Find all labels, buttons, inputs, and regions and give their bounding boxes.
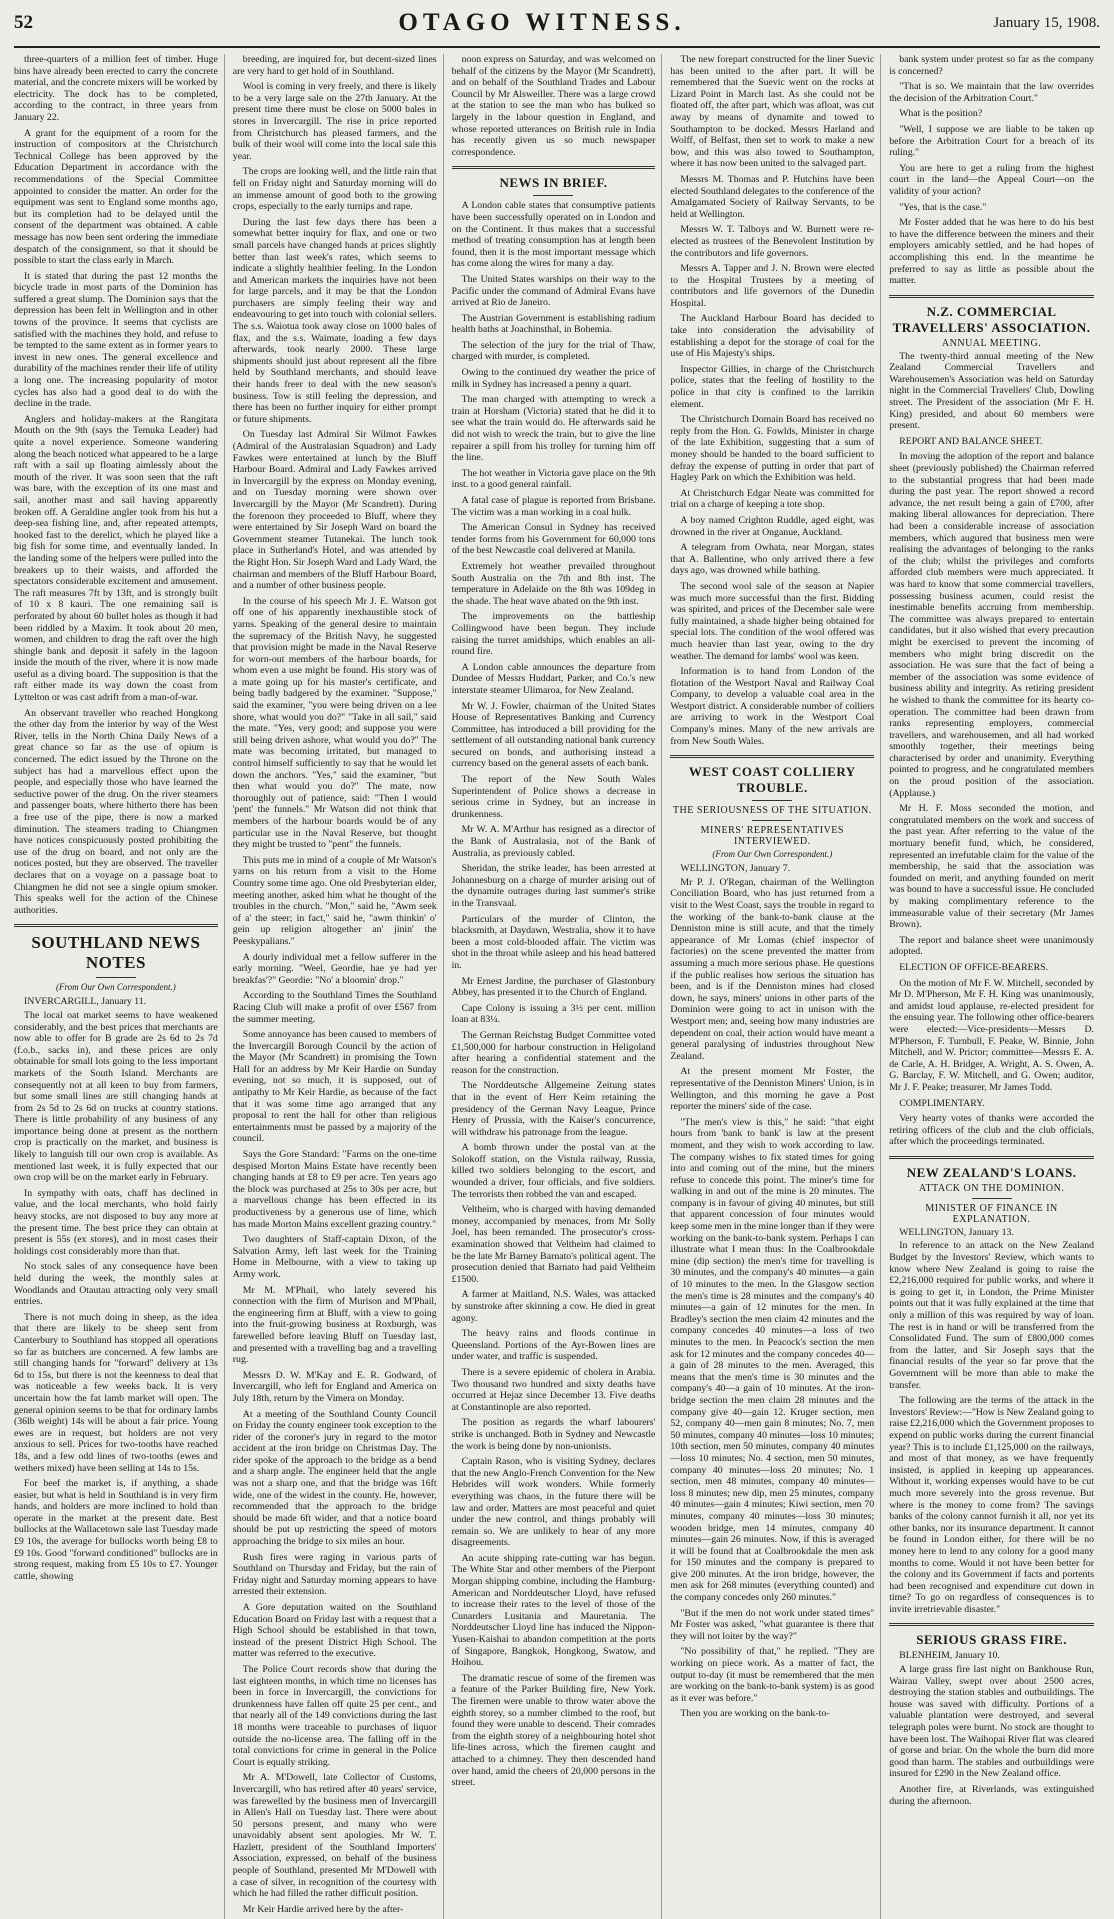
colliery-paragraphs xyxy=(670,877,874,1720)
article-paragraph: Cape Colony is issuing a 3½ per cent. million loan at 83¼. xyxy=(451,1002,656,1026)
article-paragraph: "No possibility of that," he replied. "They are working on piece work. As a matter of fact, the output to-day (it must be remembered that the men are working on the bank-to-bank system) is as good as it ever was before." xyxy=(670,1646,875,1704)
article-paragraph: A grant for the equipment of a room for the instruction of compositors at the Christchurch Technical College has been approved by the Education Department in accordance with the recommendations of the Special Committee appointed to consider the matter. An order for the equipment was sent to England some months ago, but its completion had to be delayed until the consent of the department was obtained. A cable message has now been sent ordering the immediate despatch of the consignment, so that it should be possible to start the class early in March. xyxy=(14,127,218,267)
colliery-subheading-2: MINERS' REPRESENTATIVES INTERVIEWED. xyxy=(700,825,844,848)
article-paragraph: The report and balance sheet were unanimously adopted. xyxy=(889,934,1094,958)
article-paragraph: Rush fires were raging in various parts of Southland on Thursday and Friday, but the rain of Friday night and Saturday morning appears to have arrested their extension. xyxy=(232,1551,437,1598)
article-paragraph: Mr A. M'Dowell, late Collector of Customs, Invercargill, who has retired after 40 years' service, was farewelled by the business men of Invercargill in Allen's Hall on Tuesday last. There were about 50 persons present, and many who were unavoidably absent sent apologies. Mr W. T. Hazlett, president of the Southland Importers' Association, expressed, on behalf of the business people of Southland, presented Mr M'Dowell with a case of silver, in recognition of the courtesy with which he had filled the rather difficult position. xyxy=(232,1772,437,1900)
article-paragraph: Extremely hot weather prevailed throughout South Australia on the 7th and 8th inst. The temperature in Adelaide on the 8th was 109deg in the shade. The heat wave abated on the 9th inst. xyxy=(451,560,656,607)
article-paragraph: "That is so. We maintain that the law overrides the decision of the Arbitration Court." xyxy=(889,81,1094,104)
article-paragraph: There is a severe epidemic of cholera in Arabia. Two thousand two hundred and sixty deaths have occurred at Hejaz since December 13. Five deaths at Constantinople are also reported. xyxy=(451,1366,656,1413)
article-paragraph: bank system under protest so far as the company is concerned? xyxy=(889,54,1094,77)
travellers-association-paragraphs xyxy=(889,351,1094,1148)
article-paragraph: The improvements on the battleship Collingwood have been begun. They include raising the turret amidships, which enables an all-round fire. xyxy=(451,611,656,658)
article-paragraph: Mr Foster added that he was here to do his best to have the difference between the miners and their employers amicably settled, and he had hopes of accomplishing this end. In the meantime he preferred to say as little as possible about the matter. xyxy=(889,217,1094,287)
article-paragraph: The Auckland Harbour Board has decided to take into consideration the advisability of establishing a depot for the storage of coal for the use of His Majesty's ships. xyxy=(670,313,875,360)
article-paragraph: A London cable announces the departure from Dundee of Messrs Huddart, Parker, and Co.'s new interstate steamer Ulimaroa, for New Zealand. xyxy=(451,661,656,696)
article-paragraph: Captain Rason, who is visiting Sydney, declares that the new Anglo-French Convention for the New Hebrides will work wonders. While formerly everything was chaos, in the future there will be law and order. Matters are most peaceful and quiet under the new control, and things probably will remain so. We are unlikely to hear of any more disagreements. xyxy=(451,1456,656,1549)
correspondent-byline: (From Our Own Correspondent.) xyxy=(712,849,833,860)
travellers-association-heading: N.Z. COMMERCIAL TRAVELLERS' ASSOCIATION. xyxy=(892,303,1091,335)
article-paragraph: Mr W. A. M'Arthur has resigned as a director of the Bank of Australasia, not of the Bank of Australia, as previously cabled. xyxy=(451,824,656,859)
article-paragraph: noon express on Saturday, and was welcomed on behalf of the citizens by the Mayor (Mr Scandrett), and on behalf of the Southland Trades and Labour Council by Mr Alsweiller. There was a large crowd at the station to see the man who has bulked so largely in the labour question in England, and whose reported utterances on British rule in India has recently given us so much newspaper correspondence. xyxy=(451,54,656,158)
article-paragraph: ELECTION OF OFFICE-BEARERS. xyxy=(899,961,1049,973)
article-paragraph: The hot weather in Victoria gave place on the 9th inst. to a good general rainfall. xyxy=(451,467,656,491)
article-paragraph: Inspector Gillies, in charge of the Christchurch police, states that the feeling of hostility to the police in that city is confined to the larrikin element. xyxy=(670,363,875,410)
article-paragraph: For beef the market is, if anything, a shade easier, but what is held in Southland is in very firm hands, and holders are more inclined to hold than operate in the market at the present date. Best bullocks at the Wallacetown sale last Tuesday made £9 10s, the average for bullocks worth being £8 to £9 10s. Good "forward conditioned" bullocks are in strong request, making from £5 10s to £7. Younger cattle, showing xyxy=(14,1478,218,1582)
article-paragraph: In sympathy with oats, chaff has declined in value, and the local merchants, who hold fairly heavy stocks, are not disposed to buy any more at the present time. The best price they can obtain at present is 55s (ex stores), and in most cases their holdings cost considerably more than that. xyxy=(14,1187,218,1257)
column-3 xyxy=(452,54,663,1919)
article-paragraph: The twenty-third annual meeting of the New Zealand Commercial Travellers and Warehousemen's Association was held on Saturday night in the Commercial Travellers' Club, Dowling street. The President of the association (Mr F. H. King) presided, and about 60 members were present. xyxy=(889,350,1094,432)
article-paragraph: Messrs W. T. Talboys and W. Burnett were re-elected as trustees of the Benevolent Institution by the contributors and life governors. xyxy=(670,224,875,259)
article-paragraph: COMPLIMENTARY. xyxy=(899,1097,985,1109)
section-rule xyxy=(670,755,874,758)
heading-rule xyxy=(533,195,573,196)
loans-subheading-2: MINISTER OF FINANCE IN EXPLANATION. xyxy=(925,1202,1058,1225)
article-paragraph: At the present moment Mr Foster, the representative of the Denniston Miners' Union, is in Wellington, and this morning he gave a Post reporter the miners' side of the case. xyxy=(670,1066,875,1113)
column-4-top-paragraphs xyxy=(670,54,874,747)
article-paragraph: A farmer at Maitland, N.S. Wales, was attacked by sunstroke after skinning a cow. He died in great agony. xyxy=(451,1289,656,1324)
section-rule xyxy=(452,166,656,169)
article-paragraph: Mr H. F. Moss seconded the motion, and congratulated members on the work and success of the past year. After referring to the value of the mortuary benefit fund, which, he considered, represented an irrefutable claim for the value of the membership, he said that the association was founded on merit, and anything founded on merit was bound to have a successful issue. He concluded by making complimentary reference to the immeasurable value of their secretary (Mr James Brown). xyxy=(889,803,1094,931)
column-2 xyxy=(233,54,444,1919)
section-rule xyxy=(889,1623,1094,1626)
article-paragraph: three-quarters of a million feet of timber. Huge bins have already been erected to carry the concrete material, and the concrete mixers will be worked by electricity. The dock has to be completed, according to the contract, in three years from January 22. xyxy=(14,54,218,123)
article-paragraph: On the motion of Mr F. W. Mitchell, seconded by Mr D. M'Pherson, Mr F. H. King was unanimously, and amidst loud applause, re-elected president for the ensuing year. The following other office-bearers were elected:—Vice-presidents—Messrs D. M'Pherson, F. Turnbull, F. Peake, W. Binnie, John Mitchell, and W. Prictor; committee—Messrs E. A. de Carle, A. H. Bridger, A. Wright, A. S. Owen, A. G. Barclay, F. W. Mitchell, and G. Owen; auditor, Mr J. F. Peake; treasurer, Mr James Todd. xyxy=(889,977,1094,1093)
section-rule xyxy=(889,295,1094,298)
blenheim-dateline: BLENHEIM, January 10. xyxy=(899,1650,1000,1662)
newspaper-title: OTAGO WITNESS. xyxy=(398,9,686,36)
news-in-brief-heading: NEWS IN BRIEF. xyxy=(499,175,608,191)
article-paragraph: A Gore deputation waited on the Southland Education Board on Friday last with a request that a High School should be established in that town, instead of the present District High School. The matter was referred to the executive. xyxy=(232,1602,437,1660)
text-columns xyxy=(14,54,1100,1915)
article-paragraph: Veltheim, who is charged with having demanded money, accompanied by menaces, from Mr Solly Joel, has been remanded. The prosecutor's cross-examination showed that Veltheim had claimed to be the late Mr Barney Barnato's political agent. The prosecution denied that Barnato had paid Veltheim £1500. xyxy=(451,1204,656,1285)
loans-paragraphs xyxy=(889,1240,1094,1615)
article-paragraph: The dramatic rescue of some of the firemen was a feature of the Parker Building fire, New York. The firemen were unable to throw water above the eighth storey, so a number climbed to the roof, but found they were unable to descend. Their comrades from the eighth storey of a neighbouring hotel shot life-lines across, which the firemen caught and attached to a chimney. They then descended hand over hand, amid the cheers of 20,000 persons in the street. xyxy=(451,1672,656,1789)
article-paragraph: The local oat market seems to have weakened considerably, and the best prices that merchants are now able to offer for B grade are 2s 6d to 2s 7d (f.o.b., sacks in), and these prices are only obtainable for small lots going to the less important markets of the South Island. Merchants are consequently not at all keen to buy from farmers, but some small lines are still changing hands at from 2s 5d to 2s 6d on trucks at country stations. There is little probability of any business of any importance being done at present as the northern crop is practically on the market, and business is likely to languish till our own crop is available. As mentioned last week, it is fully expected that our own crop will be on the market early in February. xyxy=(14,1009,218,1184)
article-paragraph: Particulars of the murder of Clinton, the blacksmith, at Daydawn, Westralia, show it to have been a most cold-blooded affair. The victim was shot in the throat while asleep and his head battered in. xyxy=(451,913,656,971)
article-paragraph: The American Consul in Sydney has received tender forms from his Government for 60,000 tons of the best Newcastle coal delivered at Manila. xyxy=(451,522,656,557)
article-paragraph: Sheridan, the strike leader, has been arrested at Johannesburg on a charge of murder arising out of the dynamite outrages during last summer's strike in the Transvaal. xyxy=(451,863,656,909)
heading-rule xyxy=(752,820,792,821)
article-paragraph: What is the position? xyxy=(899,108,983,120)
article-paragraph: In the course of his speech Mr J. E. Watson got off one of his apparently inexhaustible stock of yarns. Speaking of the general desire to maintain the supremacy of the British Navy, he suggested that provision might be made in the Naval Reserve for worn-out members of the harbour boards, for whom even a use might be found. His story was of a mate going up for his master's certificate, and being badly badgered by the examiner. "Suppose," said the examiner, "you were being driven on a lee shore, what would you do?" "Take in all sail," said the mate. "Yes, very good; and suppose you were still being driven ashore, what would you do?" The mate was becoming irritated, but managed to control himself sufficiently to say that he would let down the anchors. "Yes," said the examiner, "but then what would you do?" The mate, now thoroughly out of patience, said: "Then I would 'pent' the funnels." Mr Watson did not think that members of the harbour boards would be of any particular use in the Naval Reserve, but thought they might be trusted to "pent" the funnels. xyxy=(232,595,437,851)
southland-news-paragraphs xyxy=(14,1010,218,1583)
article-paragraph: Some annoyance has been caused to members of the Invercargill Borough Council by the action of the Mayor (Mr Scandrett) in promising the Town Hall for an address by Mr Keir Hardie on Sunday evening, not so much, it is supposed, out of antipathy to Mr Keir Hardie, as because of the fact that it was some time ago arranged that any proposal to rent the hall for other than religious entertainments must be passed by a majority of the council. xyxy=(232,1029,437,1145)
masthead xyxy=(14,0,1100,48)
article-paragraph: An acute shipping rate-cutting war has begun. The White Star and other members of the Pierpont Morgan shipping combine, including the Hamburg-American and Norddeutscher Lloyd, have refused to increase their rates to the level of those of the Cunarders Lusitania and Mauretania. The Norddeutscher Lloyd line has induced the Nippon-Yusen-Kaishai to abandon competition at the ports of Singapore, Bangkok, Hongkong, Swatow, and Hoihou. xyxy=(451,1552,656,1669)
article-paragraph: On Tuesday last Admiral Sir Wilmot Fawkes (Admiral of the Australasian Squadron) and Lady Fawkes were entertained at lunch by the Bluff Harbour Board. Admiral and Lady Fawkes arrived in Invercargill by the express on Monday evening, and on Tuesday morning were shown over Invercargill by the Mayor (Mr Scandrett). During the forenoon they proceeded to Bluff, where they were entertained by Sir Joseph Ward on board the Government steamer Tutanekai. The lunch took place in Sutherland's Hotel, and was attended by the Right Hon. Sir Joseph Ward and Lady Ward, the chairman and members of the Bluff Harbour Board, and a number of other business people. xyxy=(232,429,437,592)
article-paragraph: You are here to get a ruling from the highest court in the land—the Appeal Court—on the validity of your action? xyxy=(889,162,1094,197)
article-paragraph: A fatal case of plague is reported from Brisbane. The victim was a man working in a coal hulk. xyxy=(451,495,656,518)
article-paragraph: Anglers and holiday-makers at the Rangitata Mouth on the 9th (says the Temuka Leader) had quite a novel experience. Someone wandering along the beach noticed what appeared to be a large raft with a sail up floating aimlessly about the mouth of the river. It was soon seen that the raft was bare, with the exception of its one mast and sail, another mast and sail having apparently broken off. A Geraldine angler took from his hut a deep-sea fishing line, and, after repeated attempts, hooked fast to the derelict, which he played like a big fish for some time, and eventually landed. In the landing some of the helpers were pulled into the breakers up to their waists, and afforded the spectators considerable excitement and amusement. The raft measures 7ft by 13ft, and is strongly built of 10 x 8 kauri. The one remaining sail is perforated by about 60 bullet holes as though it had been riddled by a Maxim. It took about 20 men, women, and children to drag the raft over the high shingle bank and deposit it safely in the lagoon inside the mouth of the river, where it is now made useful as a diving board. The supposition is that the raft either made its way down the coast from Lyttelton or was cast adrift from a man-of-war. xyxy=(14,413,218,704)
article-paragraph: REPORT AND BALANCE SHEET. xyxy=(899,435,1043,447)
article-paragraph: A boy named Crighton Ruddle, aged eight, was drowned in the river at Onganue, Auckland. xyxy=(670,514,875,538)
article-paragraph: In reference to an attack on the New Zealand Budget by the Investors' Review, which wants to know where New Zealand is going to raise the £2,216,000 required for public works, and where it is going to get it, in London, the Prime Minister points out that it was fully explained at the time that only a million of this was required by way of loan. The rest is in hand or will be transferred from the Consolidated Fund. The sum of £800,000 comes from the latter, and Sir Joseph says that the financial results of the year so far prove that the Government will be more than able to make the transfer. xyxy=(889,1240,1094,1391)
article-paragraph: The heavy rains and floods continue in Queensland. Portions of the Ayr-Bowen lines are under water, and traffic is suspended. xyxy=(451,1328,656,1363)
section-rule xyxy=(889,1156,1094,1159)
article-paragraph: Very hearty votes of thanks were accorded the retiring officers of the club and the club officials, after which the proceedings terminated. xyxy=(889,1113,1094,1148)
column-4 xyxy=(670,54,881,1919)
article-paragraph: The selection of the jury for the trial of Thaw, charged with murder, is completed. xyxy=(451,339,656,363)
grass-fire-heading: SERIOUS GRASS FIRE. xyxy=(916,1632,1067,1648)
article-paragraph: A bomb thrown under the postal van at the Solokoff station, on the Vistula railway, Russia, killed two soldiers belonging to the escort, and wounded a driver, four officials, and five soldiers. The terrorists then robbed the van and escaped. xyxy=(451,1142,656,1200)
article-paragraph: Mr M. M'Phail, who lately severed his connection with the firm of Murison and M'Phail, the engineering firm at Bluff, with a view to going into the fruit-growing business at Roxburgh, was farewelled before leaving Bluff on Tuesday last, and presented with a travelling bag and a travelling rug. xyxy=(232,1284,437,1366)
issue-date: January 15, 1908. xyxy=(993,14,1100,31)
heading-rule xyxy=(96,977,136,978)
article-paragraph: In moving the adoption of the report and balance sheet (previously published) the Chairman referred to the substantial progress that had been made during the past year. The report showed a record advance, the net result being a gain of £700, after making liberal allowances for depreciation. There had been a considerable increase of association members, which augured that business men were realising the advantages of belonging to the ranks of the club; whilst the privileges and comforts afforded club members were much appreciated. It was hard to know that some commercial travellers, possessing business acumen, could resist the inestimable benefits accruing from membership. The committee was always prepared to entertain candidates, but it also wished that every precaution might be exercised to prevent the incoming of members who might bring discredit on the association. He was sure that the fact of being a member of the association was some evidence of business ability and integrity. As retiring president he wished to thank the committee for its hearty co-operation. The committee had been drawn from ranks representing employers, commercial travellers, and warehousemen, and all had worked smoothly together, their meetings being characterised by order and unanimity. Everything pointed to progress, and he congratulated members on the proud position of the association. (Applause.) xyxy=(889,451,1094,799)
article-paragraph: Mr W. J. Fowler, chairman of the United States House of Representatives Banking and Currency Committee, has introduced a bill providing for the settlement of all outstanding national bank currency secured on bonds, and authorising instead a currency based on the general assets of each bank. xyxy=(451,700,656,770)
grass-fire-paragraphs xyxy=(889,1664,1094,1807)
correspondent-byline: (From Our Own Correspondent.) xyxy=(55,982,176,993)
column-2-paragraphs xyxy=(233,54,437,1915)
column-3-top-paragraphs xyxy=(452,54,656,158)
column-1-paragraphs xyxy=(14,54,218,916)
article-paragraph: The German Reichstag Budget Committee voted £1,500,000 for harbour construction in Heligoland after hearing a confidential statement and the reason for the construction. xyxy=(451,1029,656,1076)
article-paragraph: The new forepart constructed for the liner Suevic has been united to the after part. It will be remembered that the Suevic went on the rocks at Lizard Point in March last. As she could not be floated off, the after part, which was afloat, was cut away by means of dynamite and towed to Southampton to be docked. Messrs Harland and Wolff, of Belfast, then set to work to make a new bow, and this was also towed to Southampton, where it has now been united to the salvaged part. xyxy=(670,54,875,170)
article-paragraph: Mr Keir Hardie arrived here by the after- xyxy=(242,1903,404,1915)
colliery-trouble-heading: WEST COAST COLLIERY TROUBLE. xyxy=(688,764,856,796)
article-paragraph: This puts me in mind of a couple of Mr Watson's yarns on his return from a visit to the Home Country some time ago. One old Presbyterian elder, meeting another, asked him what he thought of the troubles in the church. "Mon," said he, "Awm seek of a' the steer; in fact," said he, "awm thinkin' o' gein up religion altogether an' jinin' the Peeskypalians." xyxy=(232,854,437,947)
loans-dateline: WELLINGTON, January 13. xyxy=(899,1226,1014,1238)
article-paragraph: "The men's view is this," he said: "that eight hours from 'bank to bank' is law at the present moment, and they wish to work according to law. The company wishes to fix stated times for going into and coming out of the mine, but the miners refuse to concede this point. The miner's time for walking in and out of the mine is 20 minutes. The company is in favour of giving 40 minutes, but still that apparent concession of four minutes would keep some men in the mine longer than if they were working on the bank-to-bank system. Perhaps I can illustrate what I mean thus: In the Coalbrookdale mine (dip section) the men's time for travelling is 30 minutes, and the company's 40 minutes—a gain of 10 minutes to the men. In the Glasgow section the men's time is 28 minutes and the company's 40 minutes—a gain of 12 minutes for the men. In Bradley's section the men claim 42 minutes and the company concedes 40 minutes—a loss of two minutes to the men. In Peacock's section the men ask for 12 minutes and the company concedes 40—a gain of 28 minutes to the men. Averaged, this means that the men's time is 30 minutes and the company's 40—a gain of 10 minutes. At the iron-bridge section the men claim 28 minutes and the company give 40—gain 12. Kruger section, men 52, company 40—men gain 8 minutes; No. 7, men 50 minutes, company 40 minutes—loss 10 minutes; 10th section, men 50 minutes, company 40 minutes—loss 10 minutes; No. 4 section, men 50 minutes, company 40 minutes—loss 20 minutes; No. 1 section, men 48 minutes, company 40 minutes—loss 8 minutes; new dip, men 25 minutes, company 40 minutes—gain 4 minutes; Kiwi section, men 70 minutes, company 40 minutes—loss 30 minutes; wooden bridge, men 14 minutes, company 40 minutes—gain 26 minutes. Now, if this is averaged it will be found that at Coalbrookdale the men ask for 150 minutes and the company is prepared to give 200 minutes. At the iron bridge, however, the men ask for 268 minutes (everything counted) and the company concedes only 260 minutes." xyxy=(670,1116,875,1604)
heading-rule xyxy=(752,800,792,801)
article-paragraph: It is stated that during the past 12 months the bicycle trade in most parts of the Dominion has suffered a great slump. The Dominion says that the depression has been felt in Wellington and in other towns of the province. It seems that cyclists are satisfied with the machines they hold, and refuse to be tempted to the same extent as in former years to invest in new ones. The general excellence and durability of the machines render their life of utility a long one. The increasing popularity of motor cycles has also had a good deal to do with the decline in the trade. xyxy=(14,270,218,410)
article-paragraph: The Norddeutsche Allgemeine Zeitung states that in the event of Herr Keim retaining the presidency of the German Navy League, Prince Henry of Prussia, with the Kaiser's concurrence, will withdraw his patronage from the league. xyxy=(451,1080,656,1138)
column-1 xyxy=(14,54,225,1919)
article-paragraph: Mr P. J. O'Regan, chairman of the Wellington Conciliation Board, who has just returned from a visit to the West Coast, says the trouble in regard to the working of the bank-to-bank clause at the Denniston mine is still acute, and that the timely appearance of Mr Lomas (chief inspector of factories) on the scene prevented the matter from assuming a much more serious phase. He questions if the public realises how serious the situation has been, and is if the Denniston mines had closed down, he says, miners' unions in other parts of the Dominion were going to act in unison with the Westport men; and, seeing how many industries are dependent on coal, their action would have meant a general paralysing of industries throughout New Zealand. xyxy=(670,876,875,1062)
article-paragraph: The United States warships on their way to the Pacific under the command of Admiral Evans have arrived at Rio de Janeiro. xyxy=(451,273,656,309)
article-paragraph: A dourly individual met a fellow sufferer in the early morning. "Weel, Geordie, hae ye had yer breakfas'?" Geordie: "No' a bloomin' drop." xyxy=(232,951,437,986)
article-paragraph: Messrs D. W. M'Kay and E. R. Godward, of Invercargill, who left for England and America on July 18th, return by the Vimera on Monday. xyxy=(232,1369,437,1404)
column-5 xyxy=(889,54,1100,1919)
heading-rule xyxy=(972,1198,1012,1199)
article-paragraph: The report of the New South Wales Superintendent of Police shows a decrease in serious crime in Sydney, but an increase in drunkenness. xyxy=(451,774,656,820)
article-paragraph: No stock sales of any consequence have been held during the week, the monthly sales at Woodlands and Otautau attracting only very small entries. xyxy=(14,1261,218,1308)
article-paragraph: The Christchurch Domain Board has received no reply from the Hon. G. Fowlds, Minister in charge of the late Exhibition, suggesting that a sum of money should be handed to the board sufficient to defray the expense of putting in order that part of Hagley Park on which the Exhibition was held. xyxy=(670,414,875,484)
article-paragraph: A telegram from Owhata, near Morgan, states that A. Ballentine, who only arrived there a few days ago, was drowned while bathing. xyxy=(670,542,875,577)
article-paragraph: Says the Gore Standard: "Farms on the one-time despised Morton Mains Estate have recently been changing hands at £8 to £9 per acre. Ten years ago the block was purchased at 25s to 30s per acre, but a marvellous change has been effected in its productiveness by a generous use of lime, which has made Morton Mains excellent grazing country." xyxy=(232,1149,437,1230)
annual-meeting-subheading: ANNUAL MEETING. xyxy=(941,337,1042,349)
article-paragraph: Wool is coming in very freely, and there is likely to be a very large sale on the 27th January. At the present time there must be close on 5000 bales in stores in Invercargill. The rise in price reported from Christchurch has pleased farmers, and the bulk of their wool will come into the local sale this year. xyxy=(232,81,437,162)
article-paragraph: The Austrian Government is establishing radium health baths at Joachinsthal, in Bohemia. xyxy=(451,312,656,336)
article-paragraph: Mr Ernest Jardine, the purchaser of Glastonbury Abbey, has presented it to the Church of England. xyxy=(451,975,656,999)
article-paragraph: The position as regards the wharf labourers' strike is unchanged. Both in Sydney and Newcastle the work is being done by non-unionists. xyxy=(451,1417,656,1452)
article-paragraph: Two daughters of Staff-captain Dixon, of the Salvation Army, left last week for the Training Home in Melbourne, with a view to taking up Army work. xyxy=(232,1234,437,1280)
article-paragraph: The man charged with attempting to wreck a train at Horsham (Victoria) stated that he did it to see what the train would do. He afterwards said he did not wish to wreck the train, but to give the line repairer a spill from his trolley for turning him off the line. xyxy=(451,394,656,464)
southland-news-heading: SOUTHLAND NEWS NOTES xyxy=(31,933,201,973)
article-paragraph: A London cable states that consumptive patients have been successfully operated on in London and on the Continent. It thus makes that a successful method of treating consumption has at length been found, then it is the most important message which has come along the wires for many a day. xyxy=(451,200,656,270)
colliery-subheading: THE SERIOUSNESS OF THE SITUATION. xyxy=(672,805,872,817)
article-paragraph: The following are the terms of the attack in the Investors' Review:—"How is New Zealand going to raise £2,216,000 which the Government proposes to expend on public works during the current financial year? This is to include £1,125,000 on the railways, and most of that money, as we have frequently insisted, is applied in keeping up appearances. Without it, working expenses would have to be cut much more severely into the gross revenue. But where is the money to come from? The savings banks of the colony cannot furnish it all, nor yet its other banks, nor its insurance department. It cannot be found in London either, for there will be no money here to lend to any colony for a good many months to come. Would it not have been better for the colony and its Government if facts and portents had been recognised and expenditure cut down in time? To go on regardless of consequences is to invite irretrievable disaster." xyxy=(889,1395,1094,1615)
article-paragraph: An observant traveller who reached Hongkong the other day from the interior by way of the West River, tells in the North China Daily News of a great chance so far as the use of opium is concerned. The edict issued by the Throne on the subject has had a marvellous effect upon the people, and especially those who have learned the seductive power of the drug. On the river steamers and passenger boats, where hitherto there has been a free use of the pipe, there is now a marked diminution. The steamers trading to Chiangmen have notices conspicuously posted prohibiting the use of the drug on board, and not only are the notices posted, but they are observed. The traveller declares that on a voyage on a passage boat to Chiangmen he did not see a single opium smoker. This speaks well for the action of the Chinese authorities. xyxy=(14,707,218,916)
loans-subheading: ATTACK ON THE DOMINION. xyxy=(918,1182,1065,1194)
wellington-dateline: WELLINGTON, January 7. xyxy=(680,863,791,875)
page-number: 52 xyxy=(14,12,33,33)
article-paragraph: Then you are working on the bank-to- xyxy=(680,1708,830,1720)
article-paragraph: "Yes, that is the case." xyxy=(899,201,987,213)
article-paragraph: Another fire, at Riverlands, was extinguished during the afternoon. xyxy=(889,1784,1094,1807)
invercargill-dateline: INVERCARGILL, January 11. xyxy=(24,996,147,1008)
article-paragraph: Information is to hand from London of the flotation of the Westport Naval and Railway Coal Company, to develop a valuable coal area in the Westport district. A considerable number of colliers are arriving to work in the Westport Coal Company's mines. Many of the new arrivals are from New South Wales. xyxy=(670,666,875,747)
section-rule xyxy=(14,924,218,927)
article-paragraph: According to the Southland Times the Southland Racing Club will make a profit of over £567 from the summer meeting. xyxy=(232,990,437,1025)
news-in-brief-paragraphs xyxy=(452,200,656,1788)
loans-heading: NEW ZEALAND'S LOANS. xyxy=(906,1164,1077,1180)
article-paragraph: During the last few days there has been a somewhat better inquiry for flax, and one or two small parcels have changed hands at prices slightly better than last week's rates, which seems to indicate a slightly healthier feeling. In the London and American markets the inquiries have not been for large parcels, and it may be that the London purchasers are simply feeling their way and endeavouring to get into touch with colonial sellers. The s.s. Waiotua took away close on 1000 bales of flax, and the s.s. Waimate, loading a few days afterwards, took nearly 2000. These large shipments should just about represent all the fibre held by Southland merchants, and should leave their hands freer to deal with the new season's business. Tow is still feeling the depression, and there has been no further inquiry for either prompt or future shipments. xyxy=(232,216,437,425)
article-paragraph: A large grass fire last night on Bankhouse Run, Wairau Valley, swept over about 2500 acres, destroying the station stables and outbuildings. The house was saved with difficulty. Portions of a valuable plantation were destroyed, and several telegraph poles were burnt. No stock are thought to have been lost. The Waihopai River flat was cleared of gorse and briar. On the whole the burn did more good than harm. The stables and outbuildings were insured for £290 in the New Zealand office. xyxy=(889,1664,1094,1780)
article-paragraph: There is not much doing in sheep, as the idea that there are likely to be sheep sent from Canterbury to Southland has stopped all operations so far as butchers are concerned. A few lambs are still changing hands for "forward" delivery at 13s 6d to 15s, but there is not the keenness to deal that was noticeable a few weeks back. It is very uncertain how the fat lamb market will open. The general opinion seems to be that for ordinary lambs (36lb weight) 14s will be about a fair price. Young ewes are in request, but holders are not very anxious to sell. Prices for two-tooths have reached 18s, and a few odd lines of two-tooths (ewes and wethers mixed) have been selling at 14s to 15s. xyxy=(14,1311,218,1474)
article-paragraph: Messrs A. Tapper and J. N. Brown were elected to the Hospital Trustees by a meeting of contributors and life governors of the Dunedin Hospital. xyxy=(670,263,875,309)
article-paragraph: Owing to the continued dry weather the price of milk in Sydney has increased a penny a quart. xyxy=(451,367,656,390)
column-5-top-paragraphs xyxy=(889,54,1094,287)
article-paragraph: The second wool sale of the season at Napier was much more successful than the first. Bidding was spirited, and prices of the December sale were fully maintained, a shade higher being obtained for special lots. The condition of the wool offered was much heavier than last year, owing to the dry weather. The demand for lambs' wool was keen. xyxy=(670,580,875,662)
article-paragraph: "But if the men do not work under stated times" Mr Foster was asked, "what guarantee is there that they will not loiter by the way?" xyxy=(670,1607,875,1642)
article-paragraph: Messrs M. Thomas and P. Hutchins have been elected Southland delegates to the conference of the Amalgamated Society of Railway Servants, to be held at Wellington. xyxy=(670,173,875,220)
article-paragraph: The Police Court records show that during the last eighteen months, in which time no licenses has been in force in Invercargill, the convictions for drunkenness have fallen off quite 25 per cent., and that nearly all of the 149 convictions during the last 18 months were traceable to purchases of liquor outside the no-license area. The falling off in the total convictions for crime in general in the Police Court is equally striking. xyxy=(232,1663,437,1768)
article-paragraph: breeding, are inquired for, but decent-sized lines are very hard to get hold of in Southland. xyxy=(232,54,437,77)
article-paragraph: The crops are looking well, and the little rain that fell on Friday night and Saturday morning will do an immense amount of good both to the growing crops, especially to the early turnips and rape. xyxy=(232,166,437,213)
article-paragraph: "Well, I suppose we are liable to be taken up before the Arbitration Court for a breach of its ruling." xyxy=(889,123,1094,159)
article-paragraph: At a meeting of the Southland County Council on Friday the county engineer took exception to the rider of the coroner's jury in regard to the motor accident at the iron bridge on Christmas Day. The rider spoke of the approach to the bridge as a bend and a sharp angle. The engineer held that the angle was not a sharp one, and that the bridge was 16ft wide, one of the widest in the county. He, however, recommended that the approach to the bridge should be made 6ft wider, and that a notice board should be put up restricting the speed of motors approaching the bridge to six miles an hour. xyxy=(232,1408,437,1548)
article-paragraph: At Christchurch Edgar Neate was committed for trial on a charge of keeping a tote shop. xyxy=(670,487,875,511)
